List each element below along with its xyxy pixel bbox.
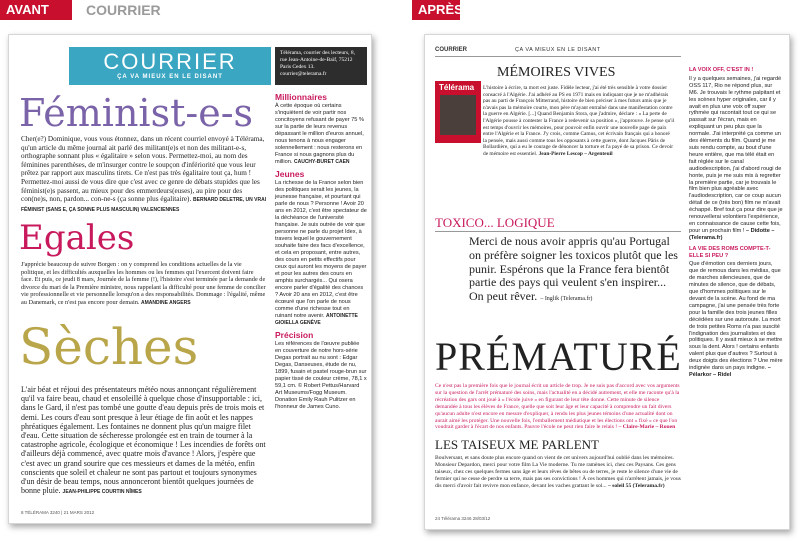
section-name: COURRIER (435, 47, 468, 53)
letter-signature: – Claire-Marie – Rouen (618, 424, 676, 431)
letter-text: Merci de nous avoir appris qu'au Portugal on préfère soigner les toxicos plutôt que les punir. Espérons que la France fera bientôt partie des pays qui veulent s'en inspirer... On peut rêver. (469, 234, 678, 304)
letter-taiseux (435, 455, 681, 505)
letter-memoires (483, 85, 675, 209)
page-footer: 8 TÉLÉRAMA 3240 | 21 MARS 2012 (21, 510, 95, 515)
before-label: AVANT (0, 0, 72, 20)
letter-toxico (469, 235, 679, 335)
sidebar-column (689, 63, 783, 503)
headline-feministes: Féminist-e-s (19, 91, 254, 135)
letter-text: Ce n'est pas la première fois que le journal écrit un article de trop. Je ne suis pas d'accord avec vos arguments sur la question de l'arrêt prématuré des soins, mais l'actualité en a décidé autrement, et elle me raconte qu'à la récréation des gars ont joué à « l'école juive » en figurant de leur tête donne. Cette minute de silence demandée à tous les élèves de France, quelle que soit leur âge et leur capacité à comprendre un fait divers qu'aucun adulte n'est encore en mesure d'expliquer, à rendu les plus jeunes témoins d'une actualité dont on aurait aimé les protéger. Une nouvelle fois, l'emballement médiatique et les élections ont « fixé » ce que l'on voudrait garder à l'écart de nos enfants. Pauvre l'école ne peut rien faire le relais ! (435, 383, 680, 431)
sidebar-text: Il y a quelques semaines, j'ai regardé OSS 117, Rio ne répond plus, sur M6. Je trouvais le rythme palpitant et les scènes hyper originales, car il y avait en plus une voix off super rythmée qui racontait tout ce qui se passait sur l'écran, mais en expliquant un peu plus que la normale. J'ai interprété ça comme un des éléments du film. Quand je me suis rendu compte, au bout d'une heure entière, que ma télé était en fait réglée sur le canal audiodescription, j'ai d'abord rougi de honte, puis je me suis mis à regretter la première partie, car je trouvais le film bien plus agréable avec l'audiodescription, car ce coup aucun détail de ce (très bon) film ne m'avait échappé. Bref tout ça pour dire que je renouvellerai volontiers l'expérience, en connaissance de cause cette fois, pour un prochain film ! – Didotte – (Telerama.fr) (689, 75, 783, 241)
divider (435, 231, 681, 232)
page-footer: 24 Télérama 3246 28/03/12 (435, 516, 491, 521)
sidebar-text: Que d'émotion ces derniers jours, que de remous dans les médias, que de marches silencieuses, que de minutes de silence, que de débats, que d'hommes politiques sur le devant de la scène. Au fond de ma campagne, j'ai une pensée très forte pour la famille des trois jeunes filles décédées sur une autoroute. La mort de trois petites Roms n'a pas suscité l'indignation des journalistes et des politiques. Il y avait mieux à se mettre sous la dent. Alors ! certains enfants valent plus que d'autres ? Surtout à deux doigts des élections ? Une mère indignée dans un pays indigne. – Pélarkor – Ridel (689, 261, 783, 378)
after-label: APRÈS (412, 0, 460, 20)
magazine-cover-thumbnail (435, 81, 481, 143)
letter-signature: AMANDINE ANGERS (141, 299, 191, 306)
letter-signature: – soleil 55 (Telerama.fr) (607, 482, 665, 489)
section-label: COURRIER (86, 2, 161, 18)
sidebar-text: La richesse de la France selon bien des politiques serait les jeunes, la jeunesse française, et pourtant qui parle de nous ? Personne ! Avoir 20 ans en 2012, c'est être spectateur de la déchéance de l'université française. Je suis outrée de voir que personne ne parle du projet Idex, à travers lequel le gouvernement souhaite faire des facs d'excellence, et cela en proposant, entre autres, des cours en petits effectifs pour ceux qui auront les moyens de payer et pour les autres des cours en amphis surchargés... Qui osera encore parler d'égalité des chances ? Avoir 20 ans en 2012, c'est être écœuré que l'on parle de nous comme d'une richesse tout en ruinant notre avenir. ANTOINETTE GIOIELLA GENÈVE (275, 180, 367, 326)
sidebar-title: LA VIE DES ROMS COMPTE-T-ELLE SI PEU ? (689, 245, 771, 259)
courrier-banner (69, 47, 271, 85)
letter-egales (21, 261, 267, 305)
letter-feministes (21, 135, 267, 213)
sidebar-text: Les références de l'œuvre publiée en couverture de notre hors-série Degas portrait au nu sont : Edgar Degas, Danseuses, étude de nu, 1899, fusain et pastel rouge-brun sur papier tissé de couleur crème, 78,1 x 59,1 cm. © Robert Pettus/Harvard Art Museums/Fogg Museum. Donation Emily Rauh Pulitzer en l'honneur de James Cuno. (275, 341, 367, 410)
letter-premature (435, 383, 681, 433)
letter-text: L'air béat et réjoui des présentateurs météo nous annonçant régulièrement qu'il va faire beau, chaud et ensoleillé à quelque chose d'insupportable : ici, dans le Gard, il n'est pas tombé une goutte d'eau depuis près de trois mois et demi. Les cours d'eau sont presque à leur étiage de fin août et les nappes phréatiques également. Les fontaines ne donnent plus qu'un maigre filet d'eau. Cette situation de sécheresse prolongée est en train de tourner à la catastrophe agricole, écologique et économique ! Les incendies de forêts ont d'ailleurs déjà commencé, avec quatre mois d'avance ! Alors, j'espère que c'est avec un grand sourire que ces messieurs et dames de la météo, enfin conscients que soleil et chaleur ne sont pas partout et toujours synonymes d'un désir de beau temps, nous annonceront bientôt quelques journées de bonne pluie. (21, 385, 266, 496)
headline-toxico: TOXICO... LOGIQUE (435, 215, 555, 230)
letter-text: L'histoire à écrire, ta mort est juste. Fidèle lecteur, j'ai été très sensible à votre dossier consacré à l'Algérie. J'ai adhéré au PS en 1971 mais en indiquant que je ne m'adhérais pas au parti de François Mitterrand, histoire de bien préciser à mes futurs amis que je n'avais pas la mémoire courte, mon père m'ayant entraîné dans une manifestation contre la guerre en Algérie. [...] Quand Benjamin Stora, que j'admire, déclare : « La perte de l'Algérie pousse à contester la France à redevenir sa position », j'approuve. Je pense qu'il est temps d'ouvrir les mémoires, pour pouvoir enfin ouvrir une nouvelle page de paix entre l'Algérie et la France. J'y crois, comme Camus, cet écrivain français qui a honoré la pensée, mais aussi comme tous les opposants à cette guerre, dont Jacques Pâris de Bollardière, qui a eu le courage de dénoncer la torture et l'a payé de sa prison. Ce devoir de mémoire est essentiel. (483, 85, 675, 157)
section-tagline: ÇA VA MIEUX EN LE DISANT (515, 47, 601, 53)
sidebar-title: Millionnaires (275, 92, 327, 102)
headline-seches: Sèches (19, 318, 199, 376)
after-page (424, 34, 790, 530)
headline-taiseux: LES TAISEUX ME PARLENT (435, 437, 599, 452)
banner-subtitle: ÇA VA MIEUX EN LE DISANT (117, 74, 223, 80)
banner-title: COURRIER (103, 49, 237, 74)
letter-text: Cher(e?) Dominique, vous vous étonnez, dans un récent courriel envoyé à Télérama, qu'un article du même journal ait parlé des militant(e)s et non des militant-e-s, orthographe sonnant plus « égalitaire » selon vous. Permettez-moi, au nom des féminines parenthèses, de m'insurger contre le soupçon d'infériorité que vous leur prêtez par rapport aux masculins tirets. Ce n'est pas très égalitaire tout ça, hum ! Permettez-moi aussi de vous dire que c'est avec ce genre de débats stupides que les féminist(e)s passent, au mieux pour des emmerdeurs(euses), au pire pour des con(ne)s, non, pardon... con-ne-s (ça sonne plus égalitaire). (21, 135, 265, 204)
letter-signature: BERNARD DELETRE, UN VRAI FÉMINIST (SANS E, ÇA SONNE PLUS MASCULIN) VALENCIENNES (21, 197, 267, 213)
letter-seches (21, 385, 267, 499)
thumbnail-logo: Télérama (439, 83, 475, 92)
before-page (8, 34, 372, 524)
headline-memoires: MÉMOIRES VIVES (497, 65, 616, 80)
sidebar-column (275, 89, 367, 509)
headline-egales: Egales (19, 218, 135, 258)
divider (435, 56, 681, 57)
contact-box: Télérama, courrier des lecteurs, 8, rue Jean-Antoine-de-Baïf, 75212 Paris Cedex 13. courrier@telerama.fr (275, 47, 367, 85)
sidebar-text: À cette époque où certains s'inquiètent de voir partir nos concitoyens refusant de payer 75 % sur la partie de leurs revenus dépassant le million d'euros annuel, nous tenons à nous engager solennellement : nous resterons en France si nous gagnons plus du million. CAUCHY-BURET CAEN (275, 103, 364, 165)
sidebar-title: Précision (275, 330, 314, 340)
headline-premature: PRÉMATURÉ (435, 334, 682, 379)
letter-signature: Jean-Pierre Lescop – Argenteuil (538, 150, 613, 157)
letter-signature: – Inglik (Telerama.fr) (540, 296, 593, 303)
letter-text: Boulversant, et sans doute plus encore quand on vient de cet univers aujourd'hui oublié dans les mémoires. Monsieur Depardon, merci pour votre film La Vie moderne. Tu me ramènes ici, chez ces Paysans. Ces gens taiseux, chez ces quelques fermes sans âge et leurs rêves de bêtes ou de terres, je reste le silence d'une vie de fermier qui ne cesse de perdre sa terre, mais pas ses convictions ! À ces hommes qui n'arrêtent jamais, je vous dis merci d'avoir fait revivre mon enfance, devant les vaches grattant le sol... (435, 455, 681, 489)
letter-signature: JEAN-PHILIPPE COURTIN NÎMES (62, 489, 142, 496)
letter-text: J'apprécie beaucoup de suivre Borgen : on y comprend les conditions actuelles de la vie politique, et les difficultés auxquelles les hommes ou les femmes qui l'exercent doivent faire face. Et puis, ce jeudi 8 mars, Journée de la femme (!), l'histoire s'est terminée par la demande de divorce du mari de la Première ministre, nous rappelant la difficulté pour une femme de concilier vie professionnelle et vie personnelle lorsqu'on a des responsabilités. Dommage : l'égalité, même au Danemark, ce n'est pas encore pour demain. (21, 261, 266, 306)
sidebar-title: Jeunes (275, 169, 305, 179)
sidebar-title: LA VOIX OFF, C'EST IN ! (689, 67, 754, 73)
